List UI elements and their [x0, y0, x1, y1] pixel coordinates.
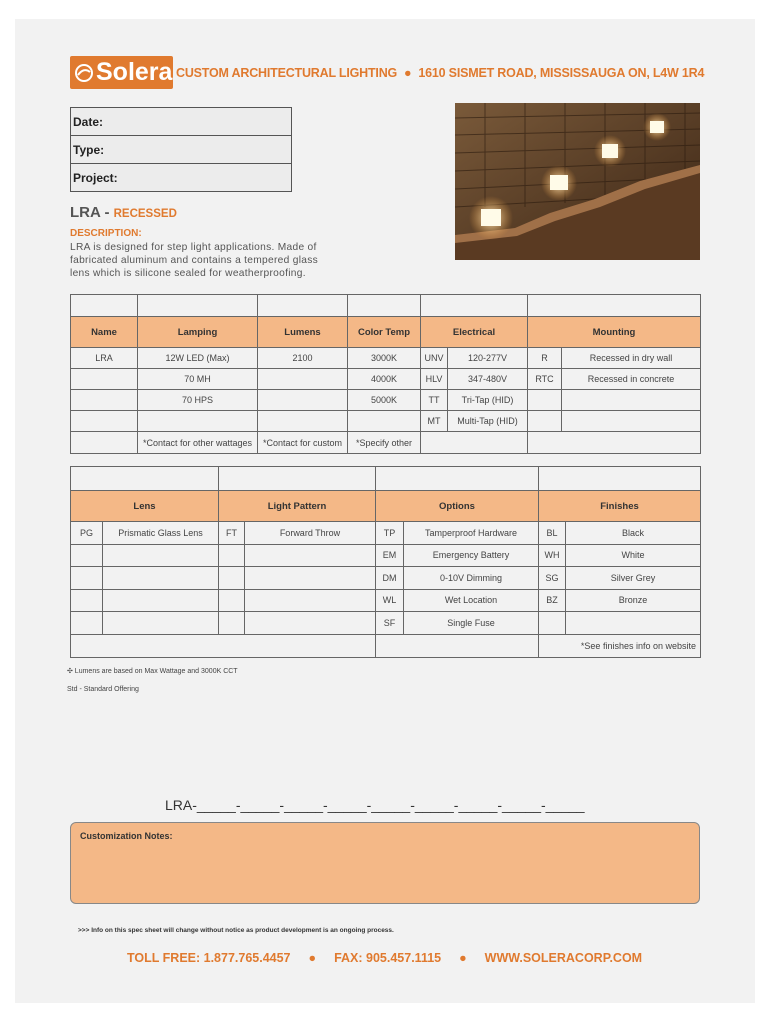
cell: TT [421, 390, 448, 411]
toll-free: TOLL FREE: 1.877.765.4457 [127, 951, 291, 965]
cell: MT [421, 411, 448, 432]
cell [566, 612, 701, 635]
cell: Forward Throw [245, 522, 376, 545]
cell [348, 411, 421, 432]
cell: UNV [421, 348, 448, 369]
cell: SG [539, 567, 566, 590]
product-title [70, 204, 177, 221]
customization-notes-label: Customization Notes: [80, 831, 173, 841]
table-row [71, 411, 701, 432]
cell [258, 369, 348, 390]
cell: R [528, 348, 562, 369]
table-row [71, 612, 701, 635]
cell: Tamperproof Hardware [404, 522, 539, 545]
header-finishes: Finishes [539, 491, 701, 522]
disclaimer: >>> Info on this spec sheet will change without notice as product development is an ongoing process. [78, 927, 394, 934]
product-description: LRA is designed for step light applications. Made of fabricated aluminum and contains a tempered glass lens which is silicone sealed for weatherproofing. [70, 242, 319, 279]
blank-cell [258, 295, 348, 317]
cell: 347-480V [448, 369, 528, 390]
footer-separator: ● [459, 951, 467, 965]
blank-cell [376, 467, 539, 491]
cell: FT [219, 522, 245, 545]
cell: Recessed in dry wall [562, 348, 701, 369]
header-light-pattern: Light Pattern [219, 491, 376, 522]
header-color-temp: Color Temp [348, 317, 421, 348]
cell: SF [376, 612, 404, 635]
std-footnote: Std - Standard Offering [67, 686, 139, 693]
note-specify: *Specify other [348, 432, 421, 454]
cell: Silver Grey [566, 567, 701, 590]
model-code: LRA - [70, 204, 110, 221]
cell [245, 544, 376, 567]
cell: 3000K [348, 348, 421, 369]
blank-cell [71, 467, 219, 491]
cell: Wet Location [404, 589, 539, 612]
project-field[interactable]: Project: [71, 164, 292, 192]
blank-cell [138, 295, 258, 317]
date-field[interactable]: Date: [71, 108, 292, 136]
cell: 70 MH [138, 369, 258, 390]
blank-cell [71, 295, 138, 317]
cell: 70 HPS [138, 390, 258, 411]
product-category: RECESSED [113, 208, 177, 220]
cell: 2100 [258, 348, 348, 369]
company-address: 1610 SISMET ROAD, MISSISSAUGA ON, L4W 1R4 [418, 66, 705, 80]
cell: Emergency Battery [404, 544, 539, 567]
cell [245, 612, 376, 635]
cell [245, 589, 376, 612]
cell: DM [376, 567, 404, 590]
cell: LRA [71, 348, 138, 369]
cell: PG [71, 522, 103, 545]
cell [219, 544, 245, 567]
notes-row [71, 634, 701, 657]
cell [245, 567, 376, 590]
logo-text: Solera [96, 58, 173, 86]
header-line [176, 66, 704, 80]
footer-separator: ● [308, 951, 317, 965]
cell: HLV [421, 369, 448, 390]
cell: Recessed in concrete [562, 369, 701, 390]
cell: Single Fuse [404, 612, 539, 635]
cell [103, 612, 219, 635]
lumens-footnote: ✣ Lumens are based on Max Wattage and 3000K CCT [67, 668, 238, 675]
fax: FAX: 905.457.1115 [334, 951, 442, 965]
header-name: Name [71, 317, 138, 348]
cell: WL [376, 589, 404, 612]
cell: Prismatic Glass Lens [103, 522, 219, 545]
cell: 0-10V Dimming [404, 567, 539, 590]
blank-cell [421, 295, 528, 317]
header-lumens: Lumens [258, 317, 348, 348]
cell [219, 589, 245, 612]
blank-cell [376, 634, 539, 657]
table-row [71, 544, 701, 567]
stair-lights-image [455, 103, 700, 260]
cell: 120-277V [448, 348, 528, 369]
cell [71, 567, 103, 590]
table-row [71, 567, 701, 590]
cell: EM [376, 544, 404, 567]
finish-note: *See finishes info on website [539, 634, 701, 657]
cell [71, 544, 103, 567]
cell: Bronze [566, 589, 701, 612]
project-info-table [70, 107, 292, 192]
cell: 5000K [348, 390, 421, 411]
cell [71, 411, 138, 432]
table-row [71, 589, 701, 612]
type-field[interactable]: Type: [71, 136, 292, 164]
table-row [71, 369, 701, 390]
cell: BL [539, 522, 566, 545]
cell: TP [376, 522, 404, 545]
cell [219, 567, 245, 590]
blank-cell [528, 295, 701, 317]
blank-cell [71, 432, 138, 454]
company-tagline: CUSTOM ARCHITECTURAL LIGHTING [176, 66, 398, 80]
ordering-code-line: LRA-_____-_____-_____-_____-_____-_____-_____-_____-_____ [165, 797, 585, 813]
cell: Tri-Tap (HID) [448, 390, 528, 411]
blank-cell [219, 467, 376, 491]
solera-logo [70, 56, 173, 89]
cell: WH [539, 544, 566, 567]
cell: BZ [539, 589, 566, 612]
cell [103, 567, 219, 590]
notes-row [71, 432, 701, 454]
cell [71, 589, 103, 612]
cell: White [566, 544, 701, 567]
header-lens: Lens [71, 491, 219, 522]
cell [71, 390, 138, 411]
cell [258, 411, 348, 432]
cell [562, 411, 701, 432]
cell: RTC [528, 369, 562, 390]
cell: 12W LED (Max) [138, 348, 258, 369]
cell [528, 390, 562, 411]
cell [71, 369, 138, 390]
header-mounting: Mounting [528, 317, 701, 348]
cell [138, 411, 258, 432]
blank-cell [528, 432, 701, 454]
cell [528, 411, 562, 432]
cell [71, 612, 103, 635]
table-row [71, 522, 701, 545]
cell: Multi-Tap (HID) [448, 411, 528, 432]
footer-contact [127, 951, 642, 965]
table-row [71, 348, 701, 369]
header-options: Options [376, 491, 539, 522]
blank-cell [348, 295, 421, 317]
cell [103, 589, 219, 612]
description-heading: DESCRIPTION: [70, 228, 142, 239]
cell [103, 544, 219, 567]
note-custom: *Contact for custom [258, 432, 348, 454]
cell [219, 612, 245, 635]
cell [562, 390, 701, 411]
cell: Black [566, 522, 701, 545]
blank-cell [421, 432, 528, 454]
specification-table [70, 294, 701, 454]
cell [258, 390, 348, 411]
table-row [71, 390, 701, 411]
sun-logo-icon [74, 63, 94, 83]
website-link[interactable]: WWW.SOLERACORP.COM [484, 951, 643, 965]
cell [539, 612, 566, 635]
cell: 4000K [348, 369, 421, 390]
note-wattages: *Contact for other wattages [138, 432, 258, 454]
blank-cell [539, 467, 701, 491]
header-lamping: Lamping [138, 317, 258, 348]
header-separator: ● [404, 66, 412, 80]
header-electrical: Electrical [421, 317, 528, 348]
blank-cell [71, 634, 376, 657]
product-photo [455, 103, 700, 260]
options-table [70, 466, 701, 658]
